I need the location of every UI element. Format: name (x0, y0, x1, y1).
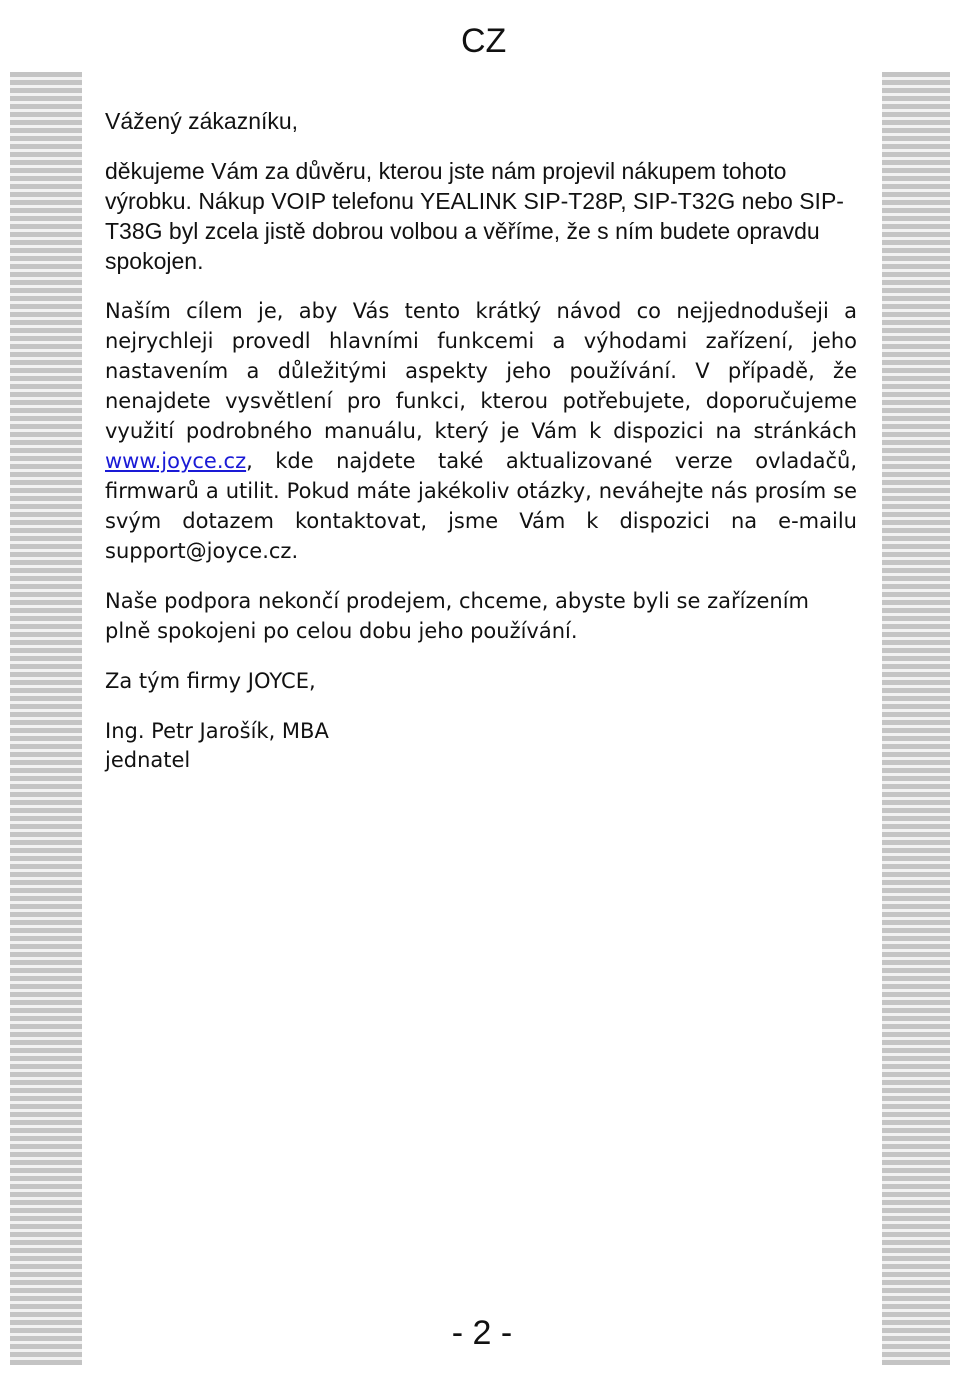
paragraph-purpose-text-1: Naším cílem je, aby Vás tento krátký návod co nejjednodušeji a nejrychleji provedl hlavními funkcemi a výhodami zařízení, jeho nastavením a důležitými aspekty jeho používání. V případě, že nenajdete vysvětlení pro funkci, kterou potřebujete, doporučujeme využití podrobného manuálu, který je Vám k dispozici na stránkách (105, 299, 857, 443)
right-decorative-stripes (882, 72, 950, 1365)
page-content (82, 0, 882, 1373)
greeting: Vážený zákazníku, (105, 108, 299, 134)
signature-title: jednatel (105, 748, 191, 772)
paragraph-purpose-text-2: , kde najdete také aktualizované verze ovladačů, firmwarů a utilit. Pokud máte jakékoliv otázky, neváhejte nás prosím se svým dotazem kontaktovat, jsme Vám k dispozici na e-mailu support@joyce.cz. (105, 449, 857, 563)
left-decorative-stripes (10, 72, 82, 1365)
signature-name: Ing. Petr Jarošík, MBA (105, 719, 329, 743)
language-label: CZ (461, 22, 507, 60)
page-number: - 2 - (451, 1314, 513, 1352)
closing-line: Za tým firmy JOYCE, (105, 669, 316, 693)
paragraph-support: Naše podpora nekončí prodejem, chceme, abyste byli se zařízením plně spokojeni po celou dobu jeho používání. (105, 589, 809, 643)
website-link[interactable]: www.joyce.cz (105, 449, 247, 473)
paragraph-thanks: děkujeme Vám za důvěru, kterou jste nám projevil nákupem tohoto výrobku. Nákup VOIP telefonu YEALINK SIP-T28P, SIP-T32G nebo SIP-T38G byl zcela jistě dobrou volbou a věříme, že s ním budete opravdu spokojen. (105, 158, 844, 274)
paragraph-purpose (105, 296, 857, 566)
